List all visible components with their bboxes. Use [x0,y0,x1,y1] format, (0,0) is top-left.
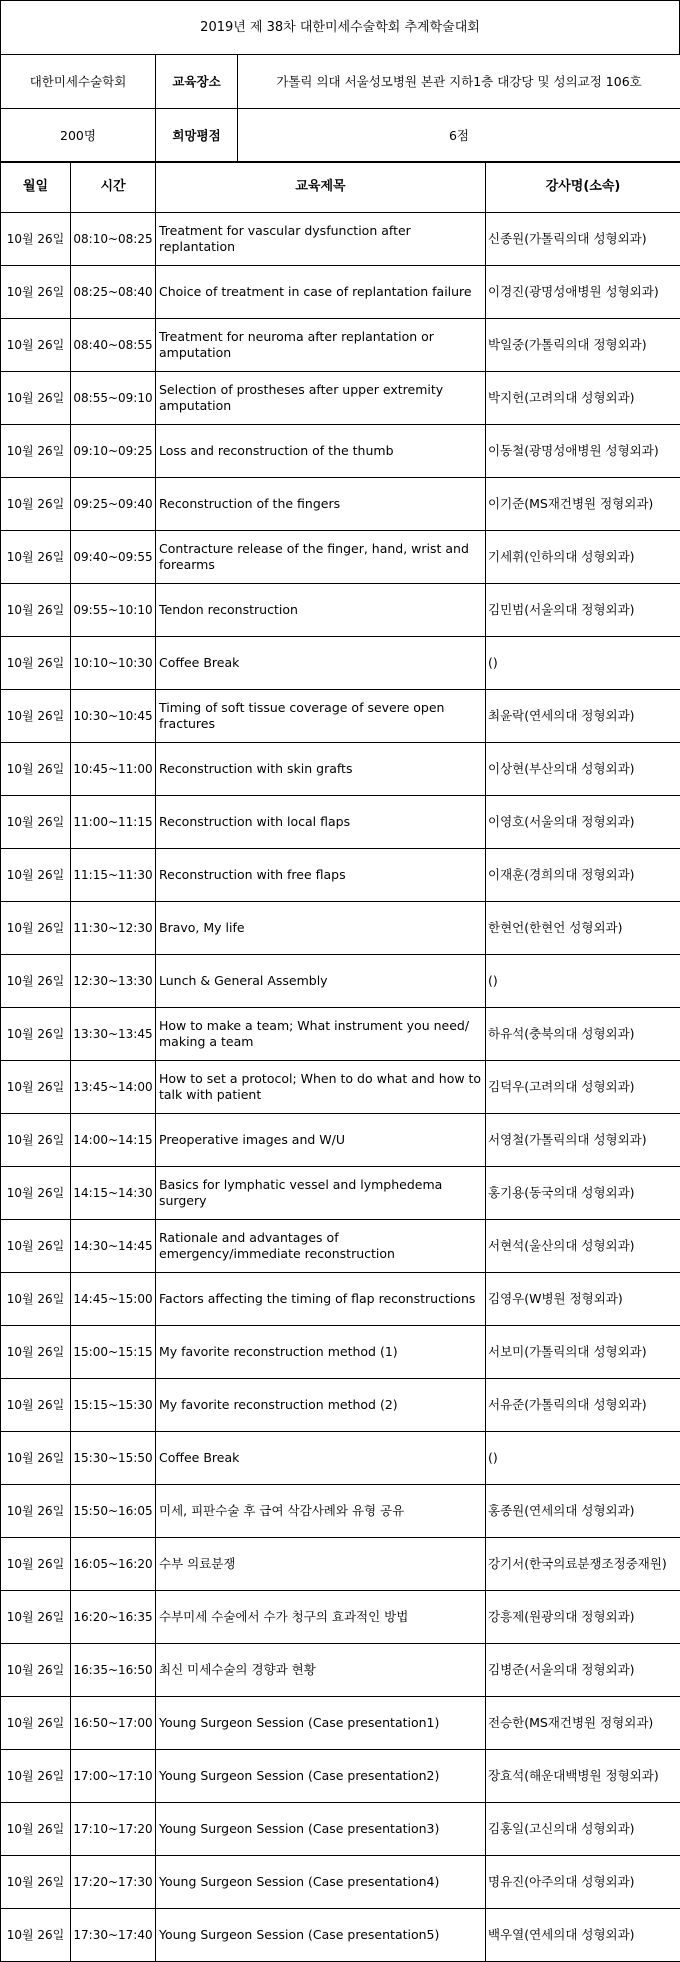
session-time: 17:20~17:30 [71,1856,156,1909]
session-topic: Coffee Break [156,1432,486,1485]
session-time: 13:45~14:00 [71,1061,156,1114]
session-topic: Loss and reconstruction of the thumb [156,425,486,478]
table-row [1,1909,680,1962]
header-topic: 교육제목 [156,162,486,213]
session-speaker: 홍종원(연세의대 성형외과) [486,1485,680,1538]
session-date: 10월 26일 [1,1061,71,1114]
session-date: 10월 26일 [1,849,71,902]
session-speaker: 최윤락(연세의대 정형외과) [486,690,680,743]
session-time: 08:10~08:25 [71,213,156,266]
session-date: 10월 26일 [1,584,71,637]
session-speaker: 신종원(가톨릭의대 성형외과) [486,213,680,266]
table-row [1,319,680,372]
session-date: 10월 26일 [1,955,71,1008]
table-row [1,1326,680,1379]
table-row [1,1061,680,1114]
table-row [1,1591,680,1644]
session-speaker: 이경진(광명성애병원 성형외과) [486,266,680,319]
session-topic: Treatment for vascular dysfunction after replantation [156,213,486,266]
session-time: 15:00~15:15 [71,1326,156,1379]
session-speaker: () [486,1432,680,1485]
header-speaker: 강사명(소속) [486,162,680,213]
session-time: 09:25~09:40 [71,478,156,531]
session-speaker: 이재훈(경희의대 정형외과) [486,849,680,902]
session-time: 11:00~11:15 [71,796,156,849]
session-date: 10월 26일 [1,1909,71,1962]
table-row [1,584,680,637]
table-row [1,743,680,796]
session-date: 10월 26일 [1,1326,71,1379]
session-speaker: 한현언(한현언 성형외과) [486,902,680,955]
credit-label: 희망평점 [156,109,238,163]
table-row [1,425,680,478]
session-date: 10월 26일 [1,637,71,690]
session-topic: Lunch & General Assembly [156,955,486,1008]
table-row [1,478,680,531]
session-date: 10월 26일 [1,1273,71,1326]
table-row [1,849,680,902]
session-date: 10월 26일 [1,213,71,266]
table-row [1,1803,680,1856]
session-time: 17:00~17:10 [71,1750,156,1803]
capacity-cell: 200명 [1,109,156,163]
session-date: 10월 26일 [1,531,71,584]
session-speaker: 전승한(MS재건병원 정형외과) [486,1697,680,1750]
info-table [0,54,680,163]
session-topic: Factors affecting the timing of flap reconstructions [156,1273,486,1326]
session-topic: 미세, 피판수술 후 급여 삭감사례와 유형 공유 [156,1485,486,1538]
table-row [1,1538,680,1591]
session-time: 13:30~13:45 [71,1008,156,1061]
session-topic: How to make a team; What instrument you need/ making a team [156,1008,486,1061]
session-topic: Treatment for neuroma after replantation or amputation [156,319,486,372]
table-row [1,1432,680,1485]
session-topic: Tendon reconstruction [156,584,486,637]
organizer-cell: 대한미세수술학회 [1,55,156,109]
session-speaker: 김민범(서울의대 정형외과) [486,584,680,637]
table-row [1,1379,680,1432]
session-topic: How to set a protocol; When to do what and how to talk with patient [156,1061,486,1114]
table-row [1,372,680,425]
session-date: 10월 26일 [1,1697,71,1750]
table-row [1,796,680,849]
session-date: 10월 26일 [1,1591,71,1644]
venue-label: 교육장소 [156,55,238,109]
session-time: 08:40~08:55 [71,319,156,372]
session-time: 09:10~09:25 [71,425,156,478]
session-time: 11:30~12:30 [71,902,156,955]
session-topic: 수부미세 수술에서 수가 청구의 효과적인 방법 [156,1591,486,1644]
session-time: 15:30~15:50 [71,1432,156,1485]
session-date: 10월 26일 [1,1803,71,1856]
session-topic: My favorite reconstruction method (1) [156,1326,486,1379]
session-time: 08:55~09:10 [71,372,156,425]
session-time: 08:25~08:40 [71,266,156,319]
session-speaker: () [486,637,680,690]
session-date: 10월 26일 [1,1485,71,1538]
session-speaker: 서유준(가톨릭의대 성형외과) [486,1379,680,1432]
table-row [1,1644,680,1697]
session-time: 10:30~10:45 [71,690,156,743]
session-time: 14:45~15:00 [71,1273,156,1326]
session-time: 17:10~17:20 [71,1803,156,1856]
session-speaker: 서보미(가톨릭의대 성형외과) [486,1326,680,1379]
session-topic: Reconstruction with free flaps [156,849,486,902]
session-speaker: 서영철(가톨릭의대 성형외과) [486,1114,680,1167]
session-speaker: 강흥제(원광의대 정형외과) [486,1591,680,1644]
session-date: 10월 26일 [1,1750,71,1803]
session-topic: Young Surgeon Session (Case presentation1) [156,1697,486,1750]
session-speaker: 김홍일(고신의대 성형외과) [486,1803,680,1856]
session-time: 16:35~16:50 [71,1644,156,1697]
table-row [1,1750,680,1803]
session-topic: 수부 의료분쟁 [156,1538,486,1591]
schedule-table [0,161,680,1962]
session-date: 10월 26일 [1,1167,71,1220]
session-speaker: 기세휘(인하의대 성형외과) [486,531,680,584]
session-speaker: 이영호(서울의대 정형외과) [486,796,680,849]
session-topic: Rationale and advantages of emergency/immediate reconstruction [156,1220,486,1273]
session-topic: Reconstruction with local flaps [156,796,486,849]
session-date: 10월 26일 [1,796,71,849]
table-row [1,1167,680,1220]
session-topic: Young Surgeon Session (Case presentation4) [156,1856,486,1909]
table-row [1,1008,680,1061]
session-topic: Selection of prostheses after upper extremity amputation [156,372,486,425]
session-speaker: 서현석(울산의대 성형외과) [486,1220,680,1273]
session-time: 17:30~17:40 [71,1909,156,1962]
session-speaker: 하유석(충북의대 성형외과) [486,1008,680,1061]
session-speaker: 홍기용(동국의대 성형외과) [486,1167,680,1220]
table-row [1,955,680,1008]
session-time: 15:15~15:30 [71,1379,156,1432]
session-date: 10월 26일 [1,1114,71,1167]
credit-value: 6점 [238,109,680,163]
table-row [1,637,680,690]
session-time: 16:05~16:20 [71,1538,156,1591]
table-row [1,266,680,319]
session-date: 10월 26일 [1,1644,71,1697]
session-date: 10월 26일 [1,372,71,425]
session-date: 10월 26일 [1,266,71,319]
session-topic: Contracture release of the finger, hand, wrist and forearms [156,531,486,584]
session-speaker: 장효석(해운대백병원 정형외과) [486,1750,680,1803]
session-date: 10월 26일 [1,1856,71,1909]
table-row [1,1485,680,1538]
session-speaker: 백우열(연세의대 성형외과) [486,1909,680,1962]
session-topic: Young Surgeon Session (Case presentation2) [156,1750,486,1803]
session-topic: Reconstruction with skin grafts [156,743,486,796]
session-topic: Young Surgeon Session (Case presentation3) [156,1803,486,1856]
session-time: 09:40~09:55 [71,531,156,584]
session-date: 10월 26일 [1,1432,71,1485]
session-topic: Timing of soft tissue coverage of severe open fractures [156,690,486,743]
session-speaker: 박일중(가톨릭의대 정형외과) [486,319,680,372]
session-date: 10월 26일 [1,1008,71,1061]
table-row [1,690,680,743]
table-row [1,1114,680,1167]
session-time: 15:50~16:05 [71,1485,156,1538]
session-time: 10:10~10:30 [71,637,156,690]
session-speaker: 강기서(한국의료분쟁조정중재원) [486,1538,680,1591]
session-speaker: 이동철(광명성애병원 성형외과) [486,425,680,478]
session-date: 10월 26일 [1,1379,71,1432]
title-table [0,0,680,55]
session-topic: Bravo, My life [156,902,486,955]
session-time: 14:30~14:45 [71,1220,156,1273]
session-time: 11:15~11:30 [71,849,156,902]
session-date: 10월 26일 [1,1538,71,1591]
session-time: 14:00~14:15 [71,1114,156,1167]
session-time: 16:50~17:00 [71,1697,156,1750]
session-topic: My favorite reconstruction method (2) [156,1379,486,1432]
table-header-row [1,162,680,213]
session-date: 10월 26일 [1,319,71,372]
table-row [1,531,680,584]
table-row [1,1697,680,1750]
document-title: 2019년 제 38차 대한미세수술학회 추계학술대회 [1,1,680,55]
session-topic: Reconstruction of the fingers [156,478,486,531]
session-speaker: 김덕우(고려의대 성형외과) [486,1061,680,1114]
session-speaker: 명유진(아주의대 성형외과) [486,1856,680,1909]
session-speaker: 박지헌(고려의대 성형외과) [486,372,680,425]
table-row [1,902,680,955]
session-topic: Basics for lymphatic vessel and lymphedema surgery [156,1167,486,1220]
session-time: 16:20~16:35 [71,1591,156,1644]
session-topic: Coffee Break [156,637,486,690]
table-row [1,1273,680,1326]
session-date: 10월 26일 [1,743,71,796]
table-row [1,1220,680,1273]
session-speaker: 이상현(부산의대 성형외과) [486,743,680,796]
session-date: 10월 26일 [1,690,71,743]
session-topic: Choice of treatment in case of replantation failure [156,266,486,319]
session-speaker: 이기준(MS재건병원 정형외과) [486,478,680,531]
header-time: 시간 [71,162,156,213]
session-time: 09:55~10:10 [71,584,156,637]
table-row [1,213,680,266]
session-time: 10:45~11:00 [71,743,156,796]
session-topic: Preoperative images and W/U [156,1114,486,1167]
session-date: 10월 26일 [1,478,71,531]
session-topic: 최신 미세수술의 경향과 현황 [156,1644,486,1697]
session-time: 12:30~13:30 [71,955,156,1008]
session-time: 14:15~14:30 [71,1167,156,1220]
session-date: 10월 26일 [1,902,71,955]
session-topic: Young Surgeon Session (Case presentation5) [156,1909,486,1962]
session-speaker: 김영우(W병원 정형외과) [486,1273,680,1326]
table-row [1,1856,680,1909]
header-date: 월일 [1,162,71,213]
session-date: 10월 26일 [1,425,71,478]
session-date: 10월 26일 [1,1220,71,1273]
venue-value: 가톨릭 의대 서울성모병원 본관 지하1층 대강당 및 성의교정 106호 [238,55,680,109]
session-speaker: 김병준(서울의대 정형외과) [486,1644,680,1697]
session-speaker: () [486,955,680,1008]
